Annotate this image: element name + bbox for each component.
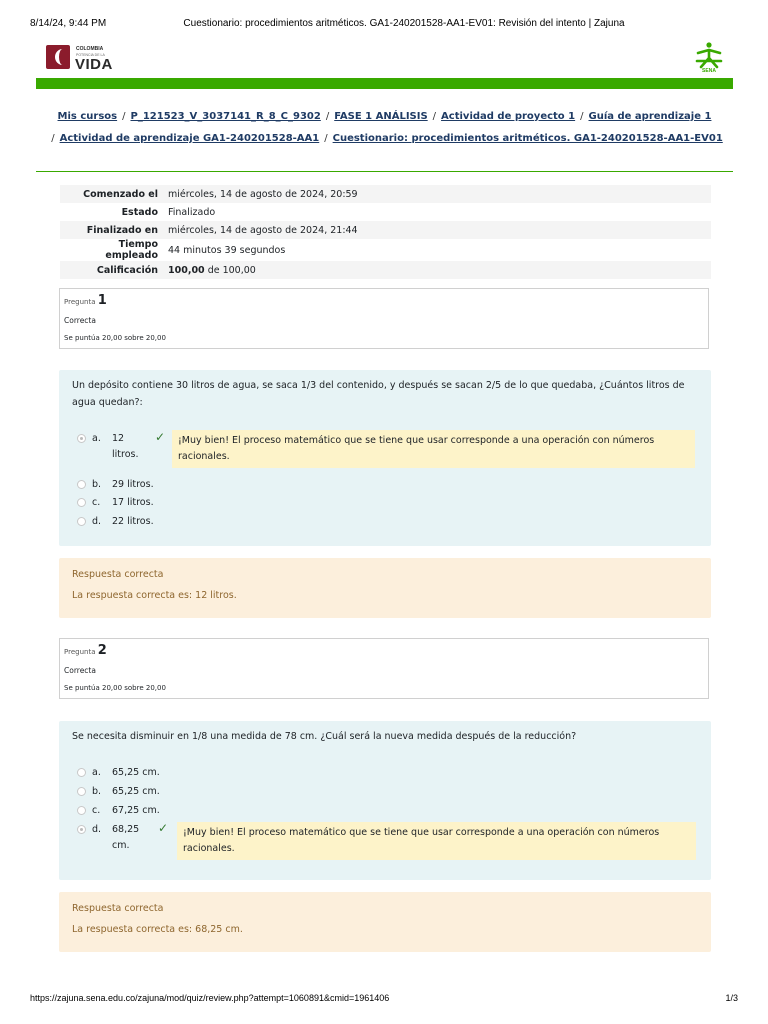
- radio-button[interactable]: [77, 434, 86, 443]
- question-info-1: [59, 288, 709, 349]
- logo-colombia-text: COLOMBIA: [76, 46, 104, 52]
- option-text: 12 litros.: [112, 433, 139, 460]
- radio-button[interactable]: [77, 768, 86, 777]
- option-text: 29 litros.: [112, 479, 154, 490]
- logo-potencia-text: POTENCIA DE LA: [76, 53, 105, 57]
- breadcrumb-separator: /: [432, 111, 437, 122]
- question-text: Un depósito contiene 30 litros de agua, se saca 1/3 del contenido, y después se sacan 2/5 de lo que quedaba, ¿Cuántos litros de agua quedan?:: [72, 380, 685, 408]
- correct-answer-text: La respuesta correcta es: 12 litros.: [72, 590, 237, 601]
- radio-button[interactable]: [77, 480, 86, 489]
- logo-vida-text: VIDA: [75, 56, 113, 73]
- option-text: 17 litros.: [112, 497, 154, 508]
- option-letter: d.: [92, 516, 102, 527]
- summary-row: [60, 261, 711, 279]
- correct-answer-text: La respuesta correcta es: 68,25 cm.: [72, 924, 243, 935]
- option-text: 68,25 cm.: [112, 824, 140, 851]
- print-page-number: 1/3: [725, 993, 738, 1003]
- question-formulation-1: [59, 370, 711, 546]
- breadcrumb-cuestionario[interactable]: Cuestionario: procedimientos aritméticos. GA1-240201528-AA1-EV01: [332, 133, 723, 144]
- breadcrumb-mis-cursos[interactable]: Mis cursos: [57, 111, 118, 122]
- summary-label: Estado: [121, 206, 158, 218]
- question-label: Pregunta: [64, 648, 96, 656]
- summary-row: [60, 239, 711, 261]
- summary-label: Finalizado en: [60, 221, 163, 239]
- summary-label: Comenzado el: [60, 185, 163, 203]
- question-info-2: [59, 638, 709, 699]
- navbar: [36, 38, 733, 78]
- question-formulation-2: [59, 721, 711, 880]
- breadcrumb: [36, 106, 733, 150]
- summary-label: Tiempo empleado: [105, 239, 158, 261]
- print-document-title: Cuestionario: procedimientos aritméticos. GA1-240201528-AA1-EV01: Revisión del intento | Zajuna: [183, 18, 625, 29]
- svg-text:SENA: SENA: [702, 68, 716, 73]
- question-text: Se necesita disminuir en 1/8 una medida de 78 cm. ¿Cuál será la nueva medida después de la reducción?: [72, 731, 577, 742]
- breadcrumb-separator: /: [51, 133, 55, 144]
- option-text: 65,25 cm.: [112, 786, 160, 797]
- option-letter: d.: [92, 824, 102, 835]
- radio-button[interactable]: [77, 517, 86, 526]
- summary-value: Finalizado: [168, 206, 216, 218]
- answer-feedback: ¡Muy bien! El proceso matemático que se tiene que usar corresponde a una operación con números racionales.: [177, 822, 696, 860]
- question-outcome-1: [59, 558, 711, 618]
- print-header: [30, 18, 738, 32]
- option-letter: c.: [92, 805, 101, 816]
- breadcrumb-actividad-proyecto[interactable]: Actividad de proyecto 1: [441, 111, 576, 122]
- question-grade: Se puntúa 20,00 sobre 20,00: [64, 334, 166, 342]
- summary-row: [60, 203, 711, 221]
- answer-feedback: ¡Muy bien! El proceso matemático que se tiene que usar corresponde a una operación con números racionales.: [172, 430, 695, 468]
- question-number-value: 2: [97, 643, 107, 658]
- breadcrumb-separator: /: [580, 111, 584, 122]
- question-number: [64, 643, 107, 658]
- grade-total: de 100,00: [204, 264, 256, 276]
- breadcrumb-line-1: [36, 106, 733, 128]
- option-letter: c.: [92, 497, 101, 508]
- breadcrumb-line-2: [36, 128, 733, 150]
- summary-value: miércoles, 14 de agosto de 2024, 20:59: [163, 185, 711, 203]
- print-datetime: 8/14/24, 9:44 PM: [30, 18, 107, 29]
- radio-button[interactable]: [77, 806, 86, 815]
- divider: [36, 171, 733, 172]
- breadcrumb-fase[interactable]: FASE 1 ANÁLISIS: [334, 111, 428, 122]
- question-state: Correcta: [64, 316, 96, 325]
- radio-button[interactable]: [77, 825, 86, 834]
- breadcrumb-course[interactable]: P_121523_V_3037141_R_8_C_9302: [130, 111, 321, 122]
- option-text: 67,25 cm.: [112, 805, 160, 816]
- option-text: 65,25 cm.: [112, 767, 160, 778]
- summary-value: 44 minutos 39 segundos: [168, 244, 286, 256]
- check-icon: ✓: [155, 430, 166, 444]
- grade-value: 100,00: [168, 264, 205, 276]
- option-text: 22 litros.: [112, 516, 154, 527]
- question-grade: Se puntúa 20,00 sobre 20,00: [64, 684, 166, 692]
- question-number: [64, 293, 107, 308]
- breadcrumb-separator: /: [324, 133, 328, 144]
- brand-green-bar: [36, 78, 733, 89]
- print-url: https://zajuna.sena.edu.co/zajuna/mod/quiz/review.php?attempt=1060891&cmid=1961406: [30, 993, 390, 1003]
- summary-row: [60, 221, 711, 239]
- question-outcome-2: [59, 892, 711, 952]
- colombia-vida-logo[interactable]: [46, 43, 136, 73]
- question-state: Correcta: [64, 666, 96, 675]
- summary-value: [163, 261, 711, 279]
- option-letter: b.: [92, 786, 102, 797]
- question-label: Pregunta: [64, 298, 96, 306]
- outcome-title: Respuesta correcta: [72, 903, 164, 914]
- colombia-logo-icon: [46, 45, 70, 69]
- option-letter: a.: [92, 433, 101, 444]
- summary-label: Calificación: [60, 261, 163, 279]
- check-icon: ✓: [158, 821, 169, 835]
- breadcrumb-guia[interactable]: Guía de aprendizaje 1: [588, 111, 712, 122]
- radio-button[interactable]: [77, 498, 86, 507]
- summary-row: [60, 185, 711, 203]
- breadcrumb-actividad-aprendizaje[interactable]: Actividad de aprendizaje GA1-240201528-AA1: [59, 133, 320, 144]
- question-number-value: 1: [97, 293, 107, 308]
- outcome-title: Respuesta correcta: [72, 569, 164, 580]
- attempt-summary-table: [60, 185, 711, 279]
- option-letter: a.: [92, 767, 101, 778]
- summary-value: miércoles, 14 de agosto de 2024, 21:44: [163, 221, 711, 239]
- sena-logo-icon[interactable]: [695, 41, 723, 73]
- option-letter: b.: [92, 479, 102, 490]
- breadcrumb-separator: /: [325, 111, 330, 122]
- radio-button[interactable]: [77, 787, 86, 796]
- breadcrumb-separator: /: [122, 111, 126, 122]
